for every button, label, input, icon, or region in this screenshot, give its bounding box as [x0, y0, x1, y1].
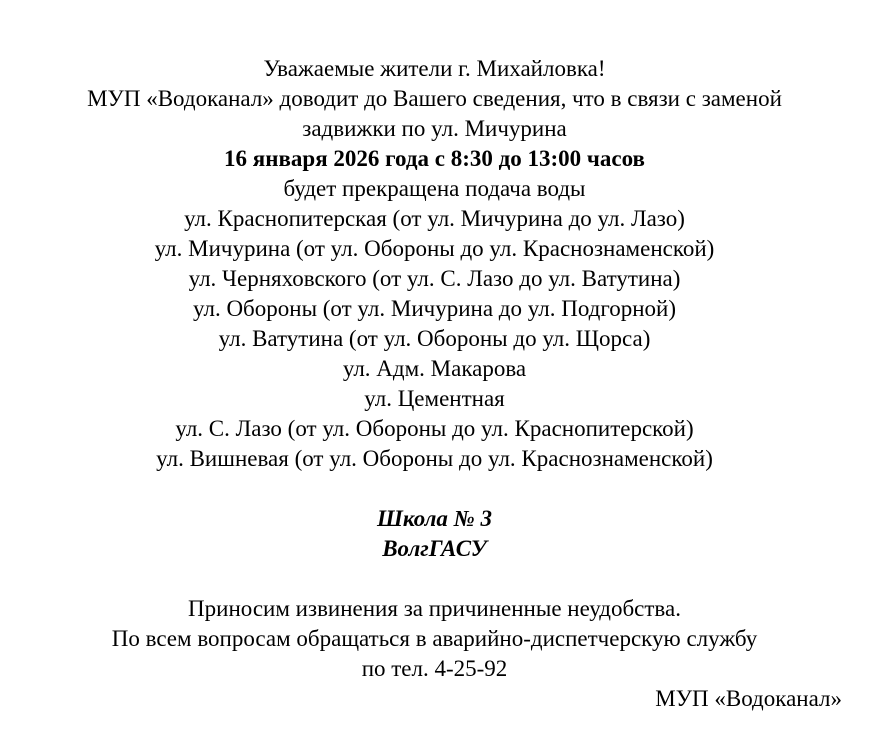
street-item: ул. Цементная	[364, 386, 505, 411]
street-item: ул. Обороны (от ул. Мичурина до ул. Подгорной)	[192, 296, 677, 321]
affected-streets-list	[0, 204, 869, 474]
street-item: ул. Вишневая (от ул. Обороны до ул. Краснознаменской)	[156, 446, 713, 471]
spacer	[0, 474, 869, 504]
notice-apology: Приносим извинения за причиненные неудобства.	[188, 596, 681, 621]
street-item: ул. Черняховского (от ул. С. Лазо до ул. Ватутина)	[188, 266, 681, 291]
water-outage-notice	[0, 54, 869, 714]
notice-intro-line-2: задвижки по ул. Мичурина	[302, 116, 567, 141]
affected-objects-list	[0, 504, 869, 564]
notice-signature: МУП «Водоканал»	[655, 686, 842, 711]
object-item: ВолгГАСУ	[382, 536, 487, 561]
notice-greeting: Уважаемые жители г. Михайловка!	[263, 56, 606, 81]
notice-contact-phone: по тел. 4-25-92	[361, 656, 508, 681]
spacer	[0, 564, 869, 594]
object-item: Школа № 3	[377, 506, 492, 531]
street-item: ул. Адм. Макарова	[342, 356, 527, 381]
notice-contact-line-1: По всем вопросам обращаться в аварийно-диспетчерскую службу	[111, 626, 758, 651]
street-item: ул. С. Лазо (от ул. Обороны до ул. Краснопитерской)	[175, 416, 694, 441]
notice-intro-line-1: МУП «Водоканал» доводит до Вашего сведения, что в связи с заменой	[87, 86, 782, 111]
street-item: ул. Мичурина (от ул. Обороны до ул. Краснознаменской)	[154, 236, 715, 261]
notice-action: будет прекращена подача воды	[283, 176, 586, 201]
notice-date-time: 16 января 2026 года с 8:30 до 13:00 часов	[224, 146, 645, 171]
street-item: ул. Краснопитерская (от ул. Мичурина до ул. Лазо)	[184, 206, 685, 231]
street-item: ул. Ватутина (от ул. Обороны до ул. Щорса)	[218, 326, 651, 351]
